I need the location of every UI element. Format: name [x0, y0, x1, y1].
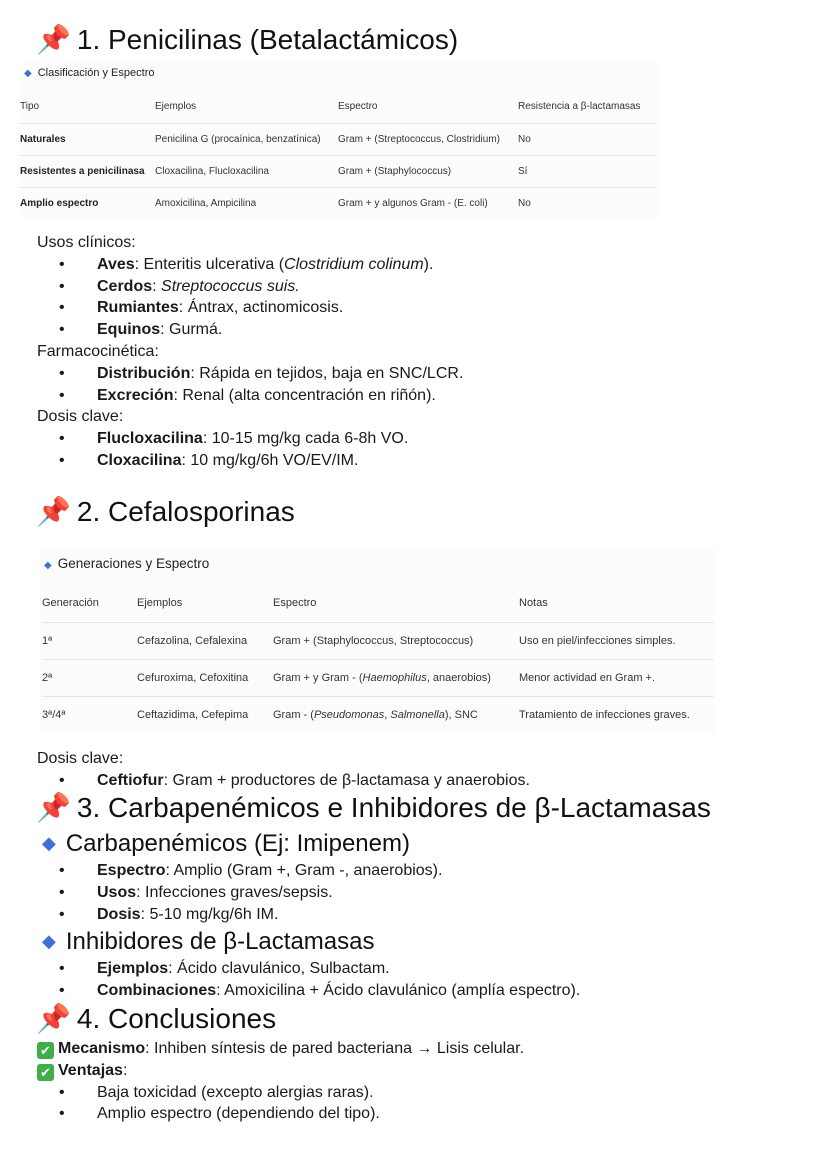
table-header-row — [42, 585, 714, 622]
cell — [273, 659, 519, 696]
item-label: Flucloxacilina — [97, 430, 203, 448]
list-item — [37, 904, 442, 926]
table-row — [20, 123, 656, 155]
list-item — [37, 319, 463, 341]
item-label: Aves — [97, 255, 135, 273]
item-text: : Ácido clavulánico, Sulbactam. — [168, 960, 390, 977]
diamond-icon: ◆ — [44, 560, 52, 571]
subsection-title-inhibidores — [42, 926, 374, 957]
text: , anaerobios) — [426, 671, 491, 684]
cell: Tratamiento de infecciones graves. — [519, 696, 714, 733]
table-row — [20, 187, 656, 219]
ventajas-line — [37, 1060, 524, 1082]
cell: 3ª/4ª — [42, 696, 137, 733]
title-text: Inhibidores de β-Lactamasas — [65, 928, 375, 955]
list-item — [37, 363, 463, 385]
header-cell: Ejemplos — [137, 597, 183, 610]
cell: 2ª — [42, 659, 137, 696]
cell: Gram + y algunos Gram - (E. coli) — [338, 187, 518, 219]
cell: Gram + (Staphylococcus, Streptococcus) — [273, 622, 519, 659]
title-text: 3. Carbapenémicos e Inhibidores de β-Lactamasas — [76, 792, 711, 823]
dosis-label — [37, 748, 530, 770]
colon: : — [118, 408, 124, 426]
item-label: Cerdos — [97, 277, 153, 295]
cell: Penicilina G (procaínica, benzatínica) — [155, 123, 338, 155]
table-row — [42, 659, 714, 696]
farma-label — [37, 341, 463, 363]
check-icon: ✔ — [37, 1042, 54, 1059]
item-text: : Ántrax, actinomicosis. — [178, 299, 344, 317]
title-text: 4. Conclusiones — [76, 1003, 277, 1034]
pushpin-icon: 📌 — [36, 1003, 71, 1034]
header-cell: Espectro — [338, 101, 378, 113]
italic: Pseudomonas — [313, 708, 385, 721]
list-item — [37, 450, 463, 472]
item-text: : Inhiben síntesis de pared bacteriana → Lisis celular. — [145, 1040, 525, 1057]
label-text: Dosis clave — [37, 408, 119, 426]
header-cell: Notas — [519, 597, 548, 610]
item-label: Combinaciones — [97, 981, 217, 999]
item-label: Ejemplos — [97, 960, 169, 977]
item-label: Usos — [97, 883, 137, 901]
item-text: ). — [423, 255, 434, 273]
table-caption: Generaciones y Espectro — [57, 556, 210, 571]
header-cell: Espectro — [273, 597, 317, 610]
header-cell: Resistencia a β-lactamasas — [518, 101, 641, 113]
item-text: : Gurmá. — [160, 321, 223, 339]
pushpin-icon: 📌 — [36, 496, 71, 527]
cell: No — [518, 123, 656, 155]
cell: Naturales — [20, 123, 155, 155]
item-text: : 10-15 mg/kg cada 6-8h VO. — [202, 430, 409, 448]
list-item — [37, 297, 463, 319]
item-italic: Streptococcus suis. — [161, 277, 300, 295]
list-item — [37, 428, 463, 450]
colon: : — [131, 234, 136, 251]
title-text: Carbapenémicos (Ej: Imipenem) — [65, 830, 410, 857]
list-item: • Baja toxicidad (excepto alergias raras). — [37, 1082, 524, 1104]
text: Gram + y Gram - ( — [273, 671, 363, 684]
label-text: Usos clínicos — [37, 234, 132, 251]
colon: : — [154, 342, 159, 360]
cell: Cloxacilina, Flucloxacilina — [155, 155, 338, 187]
item-text: : 5-10 mg/kg/6h IM. — [140, 905, 279, 923]
list-item — [37, 882, 442, 904]
mecanismo-line — [37, 1038, 524, 1060]
check-icon: ✔ — [37, 1064, 54, 1081]
table-row — [20, 155, 656, 187]
item-text: : Enteritis ulcerativa ( — [134, 255, 285, 273]
cell: Amplio espectro — [20, 187, 155, 219]
inhibidores-list — [37, 958, 580, 1002]
item-text: : Renal (alta concentración en riñón). — [173, 386, 436, 404]
item-text: : Amplio (Gram +, Gram -, anaerobios). — [165, 862, 443, 879]
item-label: Dosis — [97, 905, 141, 923]
cell: Cefuroxima, Cefoxitina — [137, 659, 273, 696]
item-label: Ceftiofur — [97, 771, 164, 789]
title-text: 2. Cefalosporinas — [76, 496, 295, 527]
item-label: Equinos — [97, 321, 161, 339]
list-item — [37, 254, 463, 276]
dosis-label — [37, 406, 463, 428]
subsection-title-carbapenemicos — [42, 828, 410, 859]
italic: Salmonella — [390, 708, 445, 721]
header-cell: Generación — [42, 597, 99, 610]
table-row — [42, 622, 714, 659]
title-text: 1. Penicilinas (Betalactámicos) — [76, 24, 459, 55]
cell: Gram + (Streptococcus, Clostridium) — [338, 123, 518, 155]
cell: Cefazolina, Cefalexina — [137, 622, 273, 659]
table-caption: Clasificación y Espectro — [37, 67, 155, 79]
list-item — [37, 958, 580, 980]
item-text: : — [122, 1061, 128, 1079]
cell: 1ª — [42, 622, 137, 659]
cell — [273, 696, 519, 733]
item-italic: Clostridium colinum — [284, 255, 424, 273]
item-label: Distribución — [97, 364, 191, 382]
item-text: : Rápida en tejidos, baja en SNC/LCR. — [190, 364, 464, 382]
usos-label — [37, 232, 463, 254]
colon: : — [118, 750, 124, 767]
item-label: Mecanismo — [58, 1040, 146, 1057]
item-label: Ventajas — [58, 1061, 123, 1079]
section-title-cefalosporinas — [36, 494, 295, 530]
pushpin-icon: 📌 — [36, 792, 71, 823]
cell: Gram + (Staphylococcus) — [338, 155, 518, 187]
item-text: : 10 mg/kg/6h VO/EV/IM. — [181, 451, 359, 469]
section-title-conclusiones — [36, 1001, 276, 1037]
cell: Sí — [518, 155, 656, 187]
list-item — [37, 385, 463, 407]
carbapenemicos-list — [37, 860, 442, 925]
cefalosporinas-notes — [37, 748, 530, 792]
list-item — [37, 980, 580, 1002]
conclusiones-content — [37, 1038, 524, 1125]
item-text: : Amoxicilina + Ácido clavulánico (amplía espectro). — [216, 981, 581, 999]
list-item — [37, 276, 463, 298]
cefalosporinas-table — [40, 548, 715, 734]
cell: Ceftazidima, Cefepima — [137, 696, 273, 733]
text: Gram - ( — [273, 708, 314, 721]
header-cell: Ejemplos — [155, 101, 197, 113]
text: ), SNC — [444, 708, 478, 721]
list-item — [37, 860, 442, 882]
list-item: • Amplio espectro (dependiendo del tipo). — [37, 1103, 524, 1125]
item-text: : Gram + productores de β-lactamasa y anaerobios. — [163, 771, 530, 789]
item-label: Excreción — [97, 386, 174, 404]
diamond-icon: ◆ — [42, 833, 56, 853]
cell: Resistentes a penicilinasa — [20, 155, 155, 187]
cell: Amoxicilina, Ampicilina — [155, 187, 338, 219]
table-header-row — [20, 91, 656, 123]
item-label: Rumiantes — [97, 299, 179, 317]
cell: Uso en piel/infecciones simples. — [519, 622, 714, 659]
penicilinas-table — [20, 62, 660, 218]
list-item — [37, 770, 530, 792]
item-label: Espectro — [97, 862, 166, 879]
item-text: : Infecciones graves/sepsis. — [136, 883, 333, 901]
diamond-icon: ◆ — [24, 68, 32, 79]
penicilinas-notes — [37, 232, 463, 472]
header-cell: Tipo — [20, 101, 40, 113]
label-text: Farmacocinética — [37, 342, 155, 360]
cell: No — [518, 187, 656, 219]
italic: Haemophilus — [362, 671, 427, 684]
label-text: Dosis clave — [37, 750, 119, 767]
pushpin-icon: 📌 — [36, 24, 71, 55]
item-text: : — [152, 277, 162, 295]
item-label: Cloxacilina — [97, 451, 182, 469]
section-title-penicilinas — [36, 22, 458, 58]
section-title-carbapenemicos — [36, 790, 711, 826]
text: , — [384, 708, 391, 721]
table-row — [42, 696, 714, 733]
cell: Menor actividad en Gram +. — [519, 659, 714, 696]
diamond-icon: ◆ — [42, 931, 56, 951]
